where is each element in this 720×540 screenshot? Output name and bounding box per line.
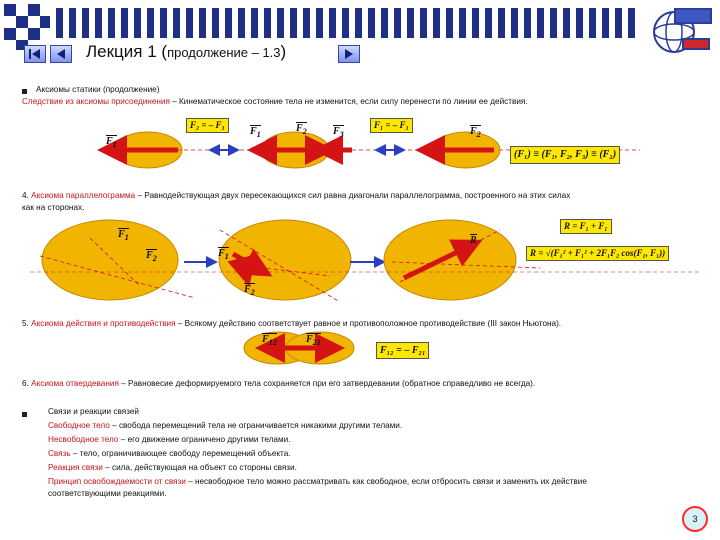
axiom4-label: Аксиома параллелограмма (31, 191, 136, 200)
axiom6-label: Аксиома отвердевания (31, 379, 119, 388)
axiom6-line: 6. Аксиома отвердевания – Равновесие деформируемого тела сохраняется при его затвердевании (обратное справедливо не всегда). (22, 379, 536, 388)
header-stripes (56, 8, 640, 38)
label-f3: $F_3$ (333, 126, 344, 139)
bullet (22, 412, 27, 417)
label-f1: $F_1$ (106, 136, 117, 149)
statics-heading: Аксиомы статики (продолжение) (36, 85, 160, 94)
bond-item: Принцип освобождаемости от связи – несвободное тело можно рассматривать как свободное, если отбросить связи и заменить их действие (48, 477, 587, 486)
label-f2b: $F_2$ (470, 126, 481, 139)
bullet (22, 89, 27, 94)
back-button[interactable] (50, 45, 72, 63)
bonds-heading: Связи и реакции связей (48, 407, 139, 416)
label-resultant: R (470, 235, 477, 246)
formula-f2-eq-minus-f3: F₂ = – F₃ (186, 118, 229, 133)
skip-back-icon (25, 46, 45, 62)
formula-resultant-magnitude: R = √(F₁² + F₁² + 2F₁F₂ cos(F₁, F₁)) (526, 246, 669, 261)
corollary-text: – Кинематическое состояние тела не изменится, если силу перенести по линии ее действия. (169, 97, 528, 106)
bond-item: Реакция связи – сила, действующая на объект со стороны связи. (48, 463, 297, 472)
label-f21: $F_{21}$ (306, 334, 321, 347)
page-title: Лекция 1 (продолжение – 1.3) (86, 42, 287, 61)
triangle-left-icon (51, 46, 71, 62)
axiom5-line: 5. Аксиома действия и противодействия – Всякому действию соответствует равное и противоположное противодействие (III закон Ньютона). (22, 319, 562, 328)
axiom4-line1: 4. Аксиома параллелограмма – Равнодействующая двух пересекающихся сил равна диагонали параллелограмма, построенного на этих силах (22, 191, 571, 200)
figure-action-reaction (240, 330, 360, 366)
next-slide-button[interactable] (338, 45, 360, 63)
triangle-right-icon (339, 46, 359, 62)
formula-f1-eq-minus-f3: F₁ = – F₃ (370, 118, 413, 133)
university-logo (644, 2, 716, 58)
bond-item: Свободное тело – свобода перемещений тела не ограничивается никакими другими телами. (48, 421, 403, 430)
formula-resultant-vector: R = F₁ + F₁ (560, 219, 612, 234)
label-f2: $F_2$ (296, 123, 307, 136)
axiom5-label: Аксиома действия и противодействия (31, 319, 176, 328)
corollary-label: Следствие из аксиомы присоединения (22, 97, 170, 106)
corollary-line (22, 96, 528, 108)
label-f12: $F_{12}$ (262, 334, 277, 347)
page-number-badge: 3 (682, 506, 708, 532)
bond-item-continued: соответствующими реакциями. (48, 489, 167, 498)
label-par-f2b: $F_2$ (244, 284, 255, 297)
axiom4-line2: как на сторонах. (22, 203, 85, 212)
previous-slide-button[interactable] (24, 45, 46, 63)
formula-equivalence: (F₁) ≡ (F₁, F₂, F₃) ≡ (F₂) (510, 146, 620, 164)
bond-item: Связь – тело, ограничивающее свободу перемещений объекта. (48, 449, 291, 458)
label-f1b: $F_1$ (250, 126, 261, 139)
label-par-f1: $F_1$ (118, 229, 129, 242)
formula-f12-eq-minus-f21: F₁₂ = – F₂₁ (376, 342, 429, 359)
label-par-f2: $F_2$ (146, 250, 157, 263)
label-par-f1b: $F_1$ (218, 248, 229, 261)
figure-parallelogram (0, 216, 720, 306)
bond-item: Несвободное тело – его движение ограничено другими телами. (48, 435, 291, 444)
